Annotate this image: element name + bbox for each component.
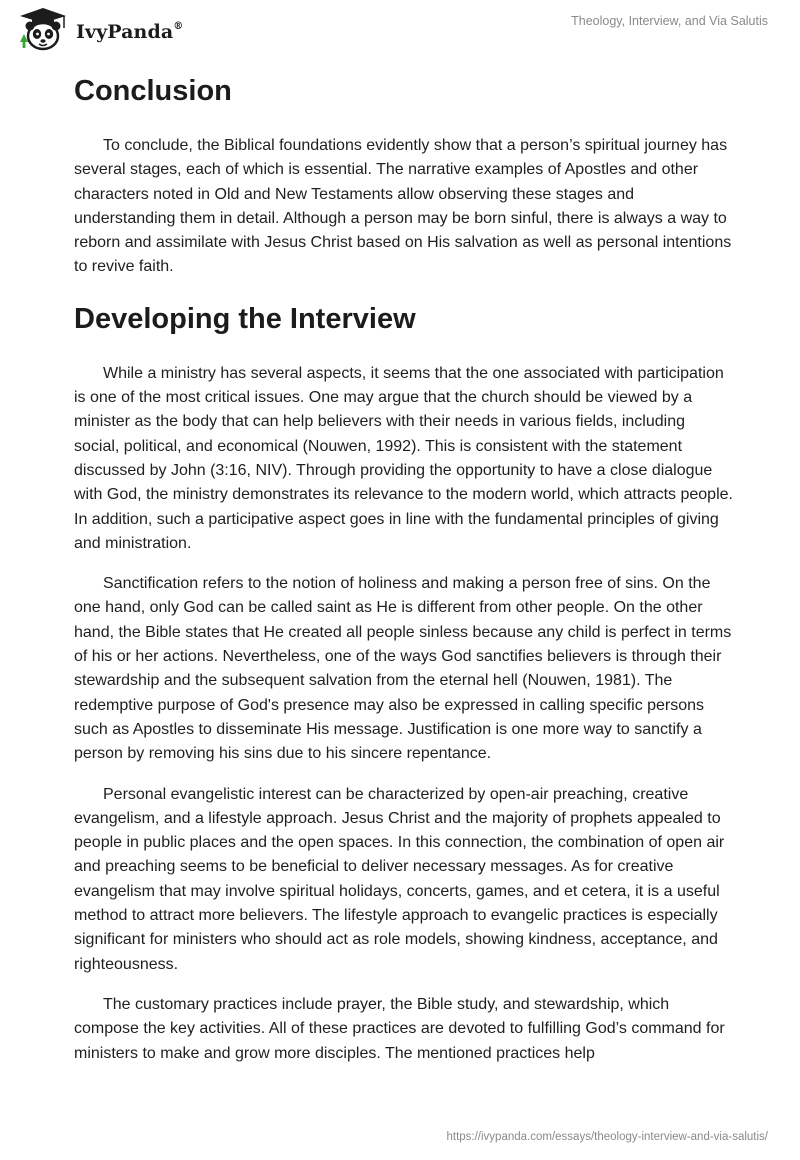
section-heading-developing-interview: Developing the Interview <box>74 302 416 335</box>
paragraph: The customary practices include prayer, the Bible study, and stewardship, which compose the key activities. All of these practices are devoted to fulfilling God’s command for ministers to make and grow more disciples. The mentioned practices help <box>74 995 725 1062</box>
paragraph: Sanctification refers to the notion of holiness and making a person free of sins. On the one hand, only God can be called saint as He is different from other people. On the other hand, the Bible states that He created all people sinless because any child is perfect in terms of his or her actions. Nevertheless, one of the ways God sanctifies believers is through their stewardship and the subsequent salvation from the eternal hell (Nouwen, 1981). The redemptive purpose of God's presence may also be expressed in calling specific persons such as Apostles to disseminate His message. Justification is one more way to sanctify a person by removing his sins due to his sincere repentance. <box>74 575 732 763</box>
source-url-link[interactable]: https://ivypanda.com/essays/theology-interview-and-via-salutis/ <box>446 1131 768 1143</box>
logo-wordmark <box>76 21 183 43</box>
section-heading-conclusion: Conclusion <box>74 75 232 107</box>
running-head: Theology, Interview, and Via Salutis <box>571 14 768 28</box>
paragraph: To conclude, the Biblical foundations evidently show that a person’s spiritual journey has several stages, each of which is essential. The narrative examples of Apostles and other characters noted in Old and New Testaments allow observing these stages and understanding them in detail. Although a person may be born sinful, there is always a way to reborn and assimilate with Jesus Christ based on His salvation as well as personal intentions to revive faith. <box>74 137 732 276</box>
paragraph: Personal evangelistic interest can be characterized by open-air preaching, creative evangelism, and a lifestyle approach. Jesus Christ and the majority of prophets appealed to people in public places and the open spaces. In this connection, the combination of open air and preaching seems to be beneficial to deliver necessary messages. As for creative evangelism that may involve spiritual holidays, concerts, games, and et cetera, it is a useful method to attract more believers. The lifestyle approach to evangelic practices is especially significant for ministers who should act as role models, showing kindness, acceptance, and righteousness. <box>74 785 725 973</box>
registered-mark: ® <box>173 20 184 32</box>
panda-graduate-icon <box>14 6 72 52</box>
logo-text: IvyPanda <box>76 21 174 43</box>
ivypanda-logo[interactable] <box>14 6 183 52</box>
page-header <box>0 0 800 60</box>
document-body <box>74 72 734 1066</box>
paragraph: While a ministry has several aspects, it seems that the one associated with participation is one of the most critical issues. One may argue that the church should be viewed by a minister as the body that can help believers with their needs in various fields, including social, political, and economical (Nouwen, 1992). This is consistent with the statement discussed by John (3:16, NIV). Through providing the opportunity to have a close dialogue with God, the ministry demonstrates its relevance to the modern world, which attracts people. In addition, such a participative aspect goes in line with the fundamental principles of giving and ministration. <box>74 364 733 552</box>
